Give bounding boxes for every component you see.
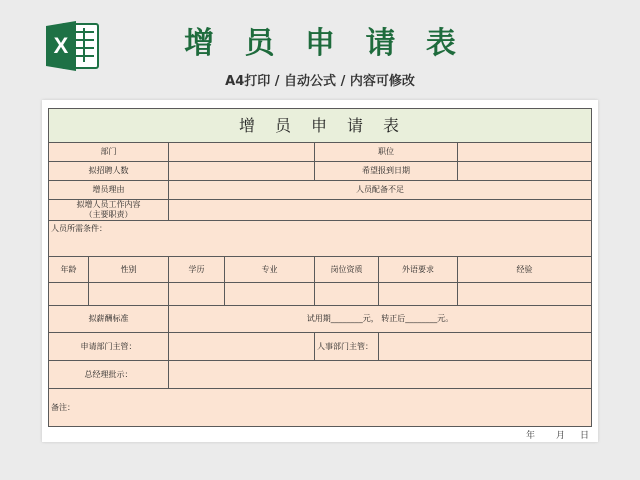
cond-header-education: 学历 xyxy=(169,257,225,283)
dept-value[interactable] xyxy=(169,143,315,162)
date-day: 日 xyxy=(580,431,590,441)
position-label: 职位 xyxy=(315,143,458,162)
cond-header-experience: 经验 xyxy=(458,257,592,283)
cond-value-major[interactable] xyxy=(225,283,315,306)
svg-text:X: X xyxy=(53,33,69,58)
start-date-label: 希望报到日期 xyxy=(315,162,458,181)
cond-header-age: 年龄 xyxy=(49,257,89,283)
form-heading: 增员申请表 xyxy=(49,109,592,143)
cond-header-language: 外语要求 xyxy=(379,257,458,283)
position-value[interactable] xyxy=(458,143,592,162)
page-title: 增 员 申 请 表 xyxy=(184,26,466,61)
gm-value[interactable] xyxy=(169,361,592,389)
cond-value-age[interactable] xyxy=(49,283,89,306)
hr-manager-value[interactable] xyxy=(379,333,592,361)
gm-label: 总经理批示： xyxy=(49,361,169,389)
cond-value-gender[interactable] xyxy=(89,283,169,306)
cond-value-qualification[interactable] xyxy=(315,283,379,306)
notes-field[interactable]: 备注： xyxy=(49,389,592,427)
date-line xyxy=(48,428,591,442)
page-subtitle: A4打印 / 自动公式 / 内容可修改 xyxy=(225,74,415,89)
headcount-value[interactable] xyxy=(169,162,315,181)
date-year: 年 xyxy=(526,431,536,441)
reason-label: 增员理由 xyxy=(49,181,169,200)
dept-label: 部门 xyxy=(49,143,169,162)
salary-value[interactable]: 试用期________元， 转正后________元。 xyxy=(169,306,592,333)
requirements-label[interactable]: 人员所需条件： xyxy=(49,221,592,257)
hr-manager-label: 人事部门主管： xyxy=(315,333,379,361)
date-month: 月 xyxy=(556,431,566,441)
start-date-value[interactable] xyxy=(458,162,592,181)
duties-label-line1: 拟增人员工作内容 xyxy=(76,200,141,209)
salary-label: 拟薪酬标准 xyxy=(49,306,169,333)
duties-label-line2: （主要职责） xyxy=(84,210,133,219)
cond-header-gender: 性别 xyxy=(89,257,169,283)
application-form xyxy=(48,108,592,427)
headcount-label: 拟招聘人数 xyxy=(49,162,169,181)
duties-label xyxy=(49,200,169,221)
cond-value-language[interactable] xyxy=(379,283,458,306)
cond-value-experience[interactable] xyxy=(458,283,592,306)
reason-value[interactable]: 人员配备不足 xyxy=(169,181,592,200)
duties-value[interactable] xyxy=(169,200,592,221)
dept-manager-label: 申请部门主管： xyxy=(49,333,169,361)
cond-value-education[interactable] xyxy=(169,283,225,306)
cond-header-major: 专业 xyxy=(225,257,315,283)
dept-manager-value[interactable] xyxy=(169,333,315,361)
cond-header-qualification: 岗位资质 xyxy=(315,257,379,283)
